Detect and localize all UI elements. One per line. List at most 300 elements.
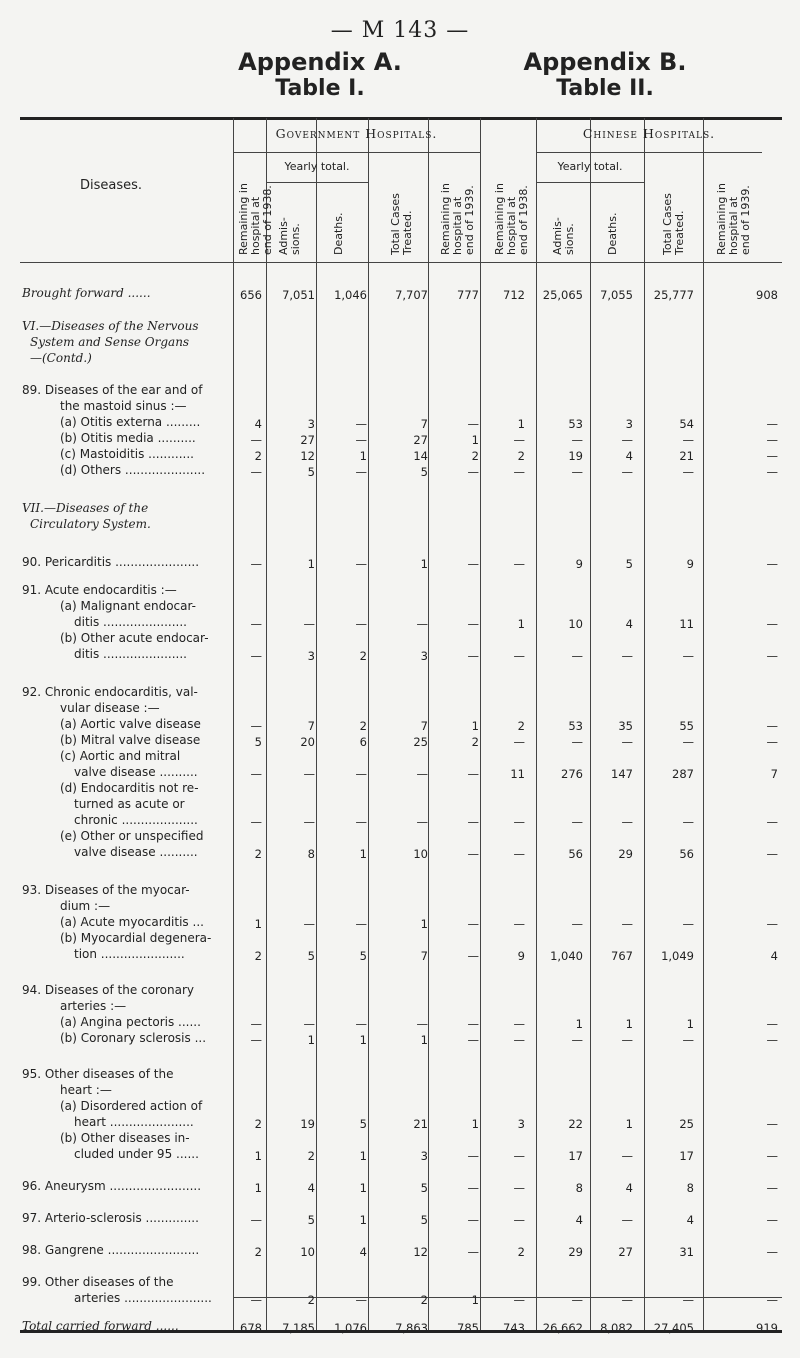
table-cell: — [571, 1293, 583, 1307]
table-cell: — [416, 815, 428, 829]
table-cell: — [766, 1017, 778, 1031]
table-cell: — [250, 719, 262, 733]
table-cell: 743 [503, 1321, 525, 1335]
table-cell: — [621, 465, 633, 479]
row-label: turned as acute or [74, 797, 185, 811]
table-cell: — [355, 417, 367, 431]
table-cell: 908 [756, 288, 778, 302]
table-cell: 17 [568, 1149, 583, 1163]
table-cell: 777 [457, 288, 479, 302]
table-cell: 3 [420, 1149, 428, 1163]
table-cell: 5 [420, 1181, 428, 1195]
row-label: Circulatory System. [30, 517, 151, 531]
table-cell: — [467, 1149, 479, 1163]
row-label: Brought forward ...... [22, 286, 151, 300]
remaining-1939-header-chn: Remaining in hospital at end of 1939. [715, 183, 752, 255]
table-cell: 656 [240, 288, 262, 302]
table-cell: 29 [568, 1245, 583, 1259]
table-cell: 7,185 [282, 1321, 315, 1335]
table-cell: — [513, 433, 525, 447]
table-cell: 1 [359, 449, 367, 463]
table-cell: — [467, 847, 479, 861]
table-cell: 1 [359, 847, 367, 861]
table-cell: 1 [471, 1293, 479, 1307]
deaths-header-chn: Deaths. [606, 212, 619, 255]
table-cell: — [250, 1033, 262, 1047]
table-cell: 1 [307, 557, 315, 571]
yearly-total-header-chn: Yearly total. [557, 160, 623, 173]
table-cell: — [467, 617, 479, 631]
table-cell: 1 [420, 1033, 428, 1047]
table-cell: — [467, 1181, 479, 1195]
table-cell: 27 [413, 433, 428, 447]
row-label: 89. Diseases of the ear and of [22, 383, 203, 397]
table-cell: — [682, 465, 694, 479]
group-rule [536, 152, 762, 153]
table-cell: — [621, 1149, 633, 1163]
row-label: (b) Coronary sclerosis ... [60, 1031, 207, 1045]
table-cell: — [513, 735, 525, 749]
table-cell: — [250, 649, 262, 663]
table-cell: 1 [625, 1117, 633, 1131]
row-label: (d) Others ..................... [60, 463, 206, 477]
table-cell: 2 [254, 1117, 262, 1131]
table-cell: — [303, 767, 315, 781]
table-cell: 1 [420, 557, 428, 571]
table-cell: — [467, 1245, 479, 1259]
table-cell: — [416, 767, 428, 781]
table-cell: — [467, 417, 479, 431]
table-cell: — [513, 557, 525, 571]
table-cell: 25 [413, 735, 428, 749]
group-chinese-hospitals: Chinese Hospitals. [582, 126, 716, 141]
row-label: VII.—Diseases of the [22, 501, 149, 515]
table-cell: 7,055 [600, 288, 633, 302]
admissions-header-chn: Admis- sions. [551, 217, 576, 255]
table-cell: — [682, 1293, 694, 1307]
table-cell: — [513, 1033, 525, 1047]
table-cell: — [355, 1017, 367, 1031]
table-cell: 1 [471, 1117, 479, 1131]
table-cell: — [766, 449, 778, 463]
row-label: —(Contd.) [30, 351, 92, 365]
table-cell: 1 [307, 1033, 315, 1047]
table-cell: 5 [359, 1117, 367, 1131]
row-label: VI.—Diseases of the Nervous [22, 319, 199, 333]
table-cell: — [621, 1293, 633, 1307]
table-cell: 1 [254, 1181, 262, 1195]
table-cell: 712 [503, 288, 525, 302]
table-cell: — [467, 1213, 479, 1227]
table-cell: 4 [625, 617, 633, 631]
table-cell: — [467, 949, 479, 963]
table-cell: — [766, 815, 778, 829]
remaining-1938-header-chn: Remaining in hospital at end of 1938. [493, 183, 530, 255]
yearly-rule [266, 182, 368, 183]
table-cell: 14 [413, 449, 428, 463]
table-cell: — [766, 1181, 778, 1195]
row-label: arteries ....................... [74, 1291, 212, 1305]
remaining-1938-header-gov: Remaining in hospital at end of 1938. [237, 183, 274, 255]
table-cell: 9 [686, 557, 694, 571]
table-cell: 1 [359, 1033, 367, 1047]
table-cell: 11 [679, 617, 694, 631]
table-cell: — [250, 465, 262, 479]
table-cell: 1 [575, 1017, 583, 1031]
table-cell: 4 [686, 1213, 694, 1227]
table-cell: 27,405 [653, 1321, 694, 1335]
total-cases-header-chn: Total Cases Treated. [661, 193, 686, 255]
table-cell: 1 [359, 1149, 367, 1163]
row-label: (a) Aortic valve disease [60, 717, 201, 731]
table-cell: 56 [679, 847, 694, 861]
table-cell: 1,040 [550, 949, 583, 963]
table-cell: — [766, 617, 778, 631]
table-cell: — [416, 1017, 428, 1031]
table-cell: 10 [300, 1245, 315, 1259]
table-cell: — [513, 1017, 525, 1031]
table-cell: 2 [517, 1245, 525, 1259]
row-label: (b) Otitis media .......... [60, 431, 196, 445]
table-cell: 4 [770, 949, 778, 963]
table-cell: — [766, 649, 778, 663]
table-cell: 9 [575, 557, 583, 571]
total-cases-header-gov: Total Cases Treated. [389, 193, 414, 255]
table-cell: — [467, 1017, 479, 1031]
table-cell: 7 [420, 949, 428, 963]
column-divider [368, 118, 369, 1330]
table-cell: — [571, 649, 583, 663]
table-cell: — [513, 1149, 525, 1163]
table-cell: — [467, 767, 479, 781]
table-cell: 2 [517, 719, 525, 733]
table-cell: — [766, 465, 778, 479]
row-label: (b) Other acute endocar- [60, 631, 209, 645]
table-cell: 10 [568, 617, 583, 631]
table-cell: 1 [517, 417, 525, 431]
table-cell: — [682, 735, 694, 749]
table-cell: — [355, 767, 367, 781]
table-cell: 25,065 [542, 288, 583, 302]
table-cell: 7 [420, 719, 428, 733]
row-label: heart :— [60, 1083, 112, 1097]
table-cell: — [513, 649, 525, 663]
table-cell: — [766, 1117, 778, 1131]
table-cell: 10 [413, 847, 428, 861]
row-label: Total carried forward ...... [22, 1319, 179, 1333]
table-cell: 4 [359, 1245, 367, 1259]
table-cell: — [571, 917, 583, 931]
table-cell: 2 [471, 449, 479, 463]
table-cell: — [682, 649, 694, 663]
row-label: cluded under 95 ...... [74, 1147, 199, 1161]
yearly-total-header-gov: Yearly total. [284, 160, 350, 173]
table-cell: 287 [672, 767, 694, 781]
row-label: heart ...................... [74, 1115, 194, 1129]
group-rule [233, 152, 480, 153]
table-cell: 27 [300, 433, 315, 447]
table-cell: — [355, 465, 367, 479]
table-cell: 2 [471, 735, 479, 749]
table-cell: — [250, 767, 262, 781]
row-label: ditis ...................... [74, 647, 187, 661]
table-cell: — [416, 617, 428, 631]
table-cell: 1 [359, 1213, 367, 1227]
row-label: (a) Disordered action of [60, 1099, 203, 1113]
group-government-hospitals: Government Hospitals. [275, 126, 438, 141]
page-number: — M 143 — [330, 18, 470, 43]
table-cell: 11 [510, 767, 525, 781]
table-cell: 27 [618, 1245, 633, 1259]
row-label: chronic .................... [74, 813, 198, 827]
table-cell: 20 [300, 735, 315, 749]
table-cell: 56 [568, 847, 583, 861]
table-cell: — [766, 1293, 778, 1307]
table-cell: — [467, 557, 479, 571]
table-cell: — [571, 815, 583, 829]
table-cell: — [571, 465, 583, 479]
row-label: vular disease :— [60, 701, 160, 715]
table-cell: 276 [561, 767, 583, 781]
table-cell: 7 [307, 719, 315, 733]
table-cell: — [513, 1293, 525, 1307]
table-cell: 3 [420, 649, 428, 663]
table-cell: — [621, 1033, 633, 1047]
table-cell: 4 [625, 449, 633, 463]
table-cell: 7 [770, 767, 778, 781]
table-cell: 6 [359, 735, 367, 749]
table-cell: 5 [307, 1213, 315, 1227]
table-cell: 5 [625, 557, 633, 571]
table-2-title: Table II. [556, 76, 654, 101]
table-cell: — [766, 417, 778, 431]
table-cell: — [355, 617, 367, 631]
table-cell: 3 [625, 417, 633, 431]
table-cell: 147 [611, 767, 633, 781]
table-cell: 1 [254, 1149, 262, 1163]
table-cell: 1 [254, 917, 262, 931]
table-cell: — [621, 649, 633, 663]
table-cell: — [467, 815, 479, 829]
table-cell: 5 [420, 1213, 428, 1227]
table-cell: — [303, 815, 315, 829]
table-cell: — [621, 917, 633, 931]
row-label: 99. Other diseases of the [22, 1275, 174, 1289]
table-cell: — [513, 1213, 525, 1227]
table-cell: 4 [307, 1181, 315, 1195]
table-cell: — [513, 1181, 525, 1195]
row-label: (b) Other diseases in- [60, 1131, 190, 1145]
table-cell: — [682, 815, 694, 829]
table-cell: — [467, 649, 479, 663]
table-cell: — [766, 847, 778, 861]
table-cell: 26,662 [542, 1321, 583, 1335]
table-cell: 2 [359, 649, 367, 663]
table-cell: — [571, 1033, 583, 1047]
row-label: System and Sense Organs [30, 335, 190, 349]
table-cell: — [303, 617, 315, 631]
table-cell: 8,082 [600, 1321, 633, 1335]
table-cell: — [303, 1017, 315, 1031]
table-cell: 53 [568, 417, 583, 431]
table-cell: — [766, 433, 778, 447]
table-cell: — [250, 617, 262, 631]
table-cell: — [355, 1293, 367, 1307]
row-label: ditis ...................... [74, 615, 187, 629]
row-label: (c) Mastoiditis ............ [60, 447, 194, 461]
table-cell: 1 [359, 1181, 367, 1195]
table-cell: — [355, 917, 367, 931]
row-label: (d) Endocarditis not re- [60, 781, 199, 795]
table-cell: 7,051 [282, 288, 315, 302]
table-cell: — [621, 735, 633, 749]
row-label: arteries :— [60, 999, 127, 1013]
diseases-header: Diseases. [80, 178, 143, 193]
table-cell: — [355, 433, 367, 447]
table-cell: 2 [359, 719, 367, 733]
table-cell: 9 [517, 949, 525, 963]
table-cell: 8 [575, 1181, 583, 1195]
table-cell: 2 [307, 1293, 315, 1307]
row-label: (e) Other or unspecified [60, 829, 204, 843]
row-label: the mastoid sinus :— [60, 399, 187, 413]
table-cell: 5 [254, 735, 262, 749]
table-cell: 22 [568, 1117, 583, 1131]
table-cell: 55 [679, 719, 694, 733]
deaths-header-gov: Deaths. [332, 212, 345, 255]
table-cell: 21 [413, 1117, 428, 1131]
table-cell: 5 [420, 465, 428, 479]
row-label: 95. Other diseases of the [22, 1067, 174, 1081]
row-label: 96. Aneurysm ........................ [22, 1179, 202, 1193]
table-cell: — [766, 917, 778, 931]
row-label: (a) Otitis externa ......... [60, 415, 201, 429]
table-cell: 785 [457, 1321, 479, 1335]
table-cell: — [250, 815, 262, 829]
table-cell: 1 [471, 433, 479, 447]
table-cell: — [250, 1017, 262, 1031]
table-cell: — [513, 465, 525, 479]
table-1-title: Table I. [275, 76, 365, 101]
row-label: (b) Myocardial degenera- [60, 931, 212, 945]
table-cell: — [621, 433, 633, 447]
table-cell: 12 [300, 449, 315, 463]
table-cell: 3 [517, 1117, 525, 1131]
table-cell: — [571, 735, 583, 749]
table-cell: — [766, 1213, 778, 1227]
row-label: 93. Diseases of the myocar- [22, 883, 190, 897]
page-header [0, 0, 800, 110]
table-cell: 2 [307, 1149, 315, 1163]
table-cell: — [766, 1149, 778, 1163]
table-cell: — [250, 1293, 262, 1307]
column-divider [703, 118, 704, 1330]
row-label: 97. Arterio-sclerosis .............. [22, 1211, 199, 1225]
table-cell: — [355, 815, 367, 829]
row-label: 94. Diseases of the coronary [22, 983, 194, 997]
table-cell: — [513, 917, 525, 931]
table-cell: 29 [618, 847, 633, 861]
table-cell: 5 [307, 949, 315, 963]
table-cell: — [250, 1213, 262, 1227]
table-cell: 1 [625, 1017, 633, 1031]
row-label: 90. Pericarditis ...................... [22, 555, 200, 569]
table-cell: — [355, 557, 367, 571]
table-cell: 19 [568, 449, 583, 463]
row-label: (b) Mitral valve disease [60, 733, 201, 747]
table-cell: 12 [413, 1245, 428, 1259]
row-label: (a) Acute myocarditis ... [60, 915, 204, 929]
table-cell: 21 [679, 449, 694, 463]
table-cell: — [303, 917, 315, 931]
table-cell: — [766, 1033, 778, 1047]
table-cell: 5 [359, 949, 367, 963]
table-cell: 31 [679, 1245, 694, 1259]
table-cell: — [682, 1033, 694, 1047]
table-cell: — [766, 557, 778, 571]
table-cell: 7,863 [395, 1321, 428, 1335]
table-cell: 8 [307, 847, 315, 861]
table-cell: — [571, 433, 583, 447]
table-cell: 25,777 [653, 288, 694, 302]
table-cell: 7 [420, 417, 428, 431]
table-cell: 53 [568, 719, 583, 733]
table-cell: — [513, 847, 525, 861]
table-cell: 2 [420, 1293, 428, 1307]
table-cell: 2 [254, 949, 262, 963]
table-cell: — [467, 917, 479, 931]
yearly-rule [536, 182, 644, 183]
table-cell: 19 [300, 1117, 315, 1131]
row-label: dium :— [60, 899, 111, 913]
table-cell: 1 [471, 719, 479, 733]
table-cell: 3 [307, 417, 315, 431]
table-cell: 17 [679, 1149, 694, 1163]
table-cell: — [766, 1245, 778, 1259]
table-cell: 919 [756, 1321, 778, 1335]
row-label: tion ...................... [74, 947, 185, 961]
table-cell: 1 [420, 917, 428, 931]
table-cell: 2 [254, 847, 262, 861]
table-cell: 1,049 [661, 949, 694, 963]
row-label: 92. Chronic endocarditis, val- [22, 685, 198, 699]
appendix-a-title: Appendix A. [238, 48, 402, 76]
table-cell: 8 [686, 1181, 694, 1195]
table-cell: — [621, 1213, 633, 1227]
table-cell: 2 [517, 449, 525, 463]
table-cell: — [682, 433, 694, 447]
remaining-1939-header-gov: Remaining in hospital at end of 1939. [439, 183, 476, 255]
row-label: 91. Acute endocarditis :— [22, 583, 177, 597]
row-label: (c) Aortic and mitral [60, 749, 181, 763]
table-cell: 7,707 [395, 288, 428, 302]
table-cell: 4 [254, 417, 262, 431]
admissions-header-gov: Admis- sions. [277, 217, 302, 255]
top-rule [20, 117, 782, 120]
table-cell: 767 [611, 949, 633, 963]
table-cell: 5 [307, 465, 315, 479]
table-cell: 4 [575, 1213, 583, 1227]
table-cell: — [682, 917, 694, 931]
table-cell: — [513, 815, 525, 829]
table-cell: — [621, 815, 633, 829]
bottom-rule [20, 1330, 782, 1333]
row-label: valve disease .......... [74, 765, 198, 779]
table-cell: — [766, 735, 778, 749]
table-cell: 678 [240, 1321, 262, 1335]
table-cell: 25 [679, 1117, 694, 1131]
row-label: (a) Malignant endocar- [60, 599, 197, 613]
